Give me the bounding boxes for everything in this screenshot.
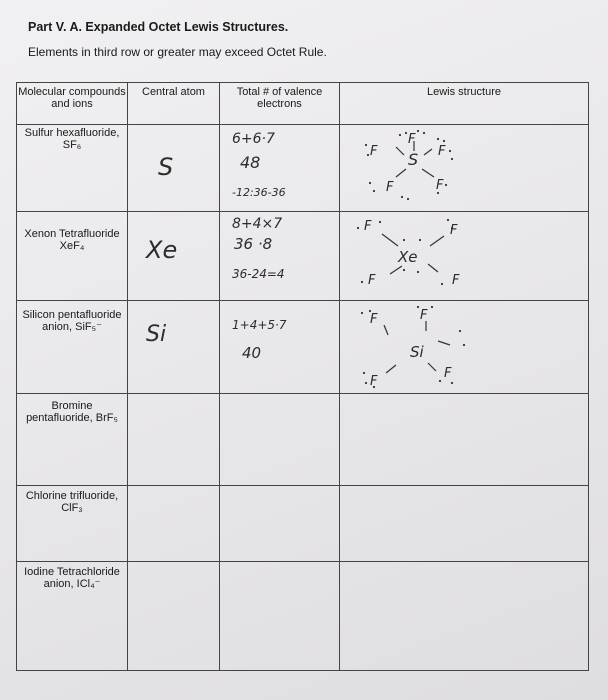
molecule-name-cell (17, 301, 128, 394)
table-row (17, 125, 589, 212)
lewis-structure-cell[interactable] (340, 562, 589, 671)
valence-cell[interactable] (220, 125, 340, 212)
valence-work-line: 1+4+5·7 (232, 318, 287, 332)
valence-work-line: 40 (242, 344, 262, 362)
valence-cell[interactable] (220, 301, 340, 394)
valence-cell[interactable] (220, 486, 340, 562)
molecule-name: Xenon Tetrafluoride XeF₄ (24, 228, 120, 252)
lewis-ligand-atom: F (452, 273, 460, 288)
lewis-ligand-atom: F (436, 178, 444, 193)
central-atom-handwritten: Xe (146, 236, 178, 264)
central-atom-cell[interactable] (128, 394, 220, 486)
valence-cell[interactable] (220, 562, 340, 671)
lewis-ligand-atom: F (368, 273, 376, 288)
molecule-name: Bromine pentafluoride, BrF₅ (26, 400, 118, 424)
molecule-name: Sulfur hexafluoride, SF₆ (24, 127, 120, 151)
lewis-structure-cell[interactable] (340, 486, 589, 562)
lewis-ligand-atom: F (408, 132, 416, 147)
central-atom-cell[interactable] (128, 562, 220, 671)
lewis-ligand-atom: F (370, 374, 378, 389)
lewis-structure-cell[interactable] (340, 394, 589, 486)
page-subtitle: Elements in third row or greater may exceed Octet Rule. (28, 45, 327, 59)
lewis-ligand-atom: F (444, 366, 452, 381)
valence-work-line: 6+6·7 (232, 131, 275, 147)
valence-work-line: 48 (240, 153, 261, 172)
molecule-name: Chlorine trifluoride, ClF₃ (25, 490, 119, 514)
valence-work-line: -12:36-36 (232, 186, 286, 199)
lewis-sketch-xef4 (340, 212, 589, 301)
central-atom-cell[interactable] (128, 125, 220, 212)
page-title: Part V. A. Expanded Octet Lewis Structures. (28, 20, 289, 34)
molecule-name: Iodine Tetrachloride anion, ICl₄⁻ (24, 566, 120, 590)
table-row (17, 301, 589, 394)
lewis-center-atom: Si (410, 343, 424, 361)
table-row (17, 212, 589, 301)
header-valence-electrons: Total # of valence electrons (220, 83, 340, 125)
lewis-ligand-atom: F (450, 223, 458, 238)
lewis-structure-cell[interactable] (340, 125, 589, 212)
molecule-name-cell (17, 562, 128, 671)
molecule-name-cell (17, 212, 128, 301)
molecule-name-cell (17, 394, 128, 486)
valence-work-line: 36-24=4 (232, 267, 285, 281)
valence-cell[interactable] (220, 394, 340, 486)
central-atom-handwritten: S (158, 153, 174, 181)
header-central-atom: Central atom (128, 83, 220, 125)
header-molecular: Molecular compounds and ions (17, 83, 128, 125)
lewis-ligand-atom: F (438, 144, 446, 159)
lewis-sketch-sif5 (340, 301, 589, 394)
lewis-ligand-atom: F (386, 180, 394, 195)
lewis-ligand-atom: F (370, 312, 378, 327)
header-row (17, 83, 589, 125)
lewis-structure-cell[interactable] (340, 301, 589, 394)
valence-work-line: 8+4×7 (232, 216, 283, 232)
lewis-center-atom: S (408, 150, 419, 169)
central-atom-cell[interactable] (128, 301, 220, 394)
molecule-name-cell (17, 486, 128, 562)
central-atom-cell[interactable] (128, 486, 220, 562)
lewis-ligand-atom: F (370, 144, 378, 159)
molecule-name: Silicon pentafluoride anion, SiF₅⁻ (22, 309, 122, 333)
header-lewis-structure: Lewis structure (340, 83, 589, 125)
lewis-center-atom: Xe (398, 248, 418, 266)
lewis-ligand-atom: F (364, 219, 372, 234)
table-row (17, 562, 589, 671)
table-row (17, 486, 589, 562)
molecule-name-cell (17, 125, 128, 212)
lewis-ligand-atom: F (420, 308, 428, 323)
lewis-sketch-sf6 (340, 125, 589, 212)
lewis-structure-cell[interactable] (340, 212, 589, 301)
central-atom-handwritten: Si (146, 322, 167, 347)
table-row (17, 394, 589, 486)
valence-work-line: 36 ·8 (234, 235, 273, 253)
lewis-structure-table (16, 82, 589, 671)
central-atom-cell[interactable] (128, 212, 220, 301)
valence-cell[interactable] (220, 212, 340, 301)
